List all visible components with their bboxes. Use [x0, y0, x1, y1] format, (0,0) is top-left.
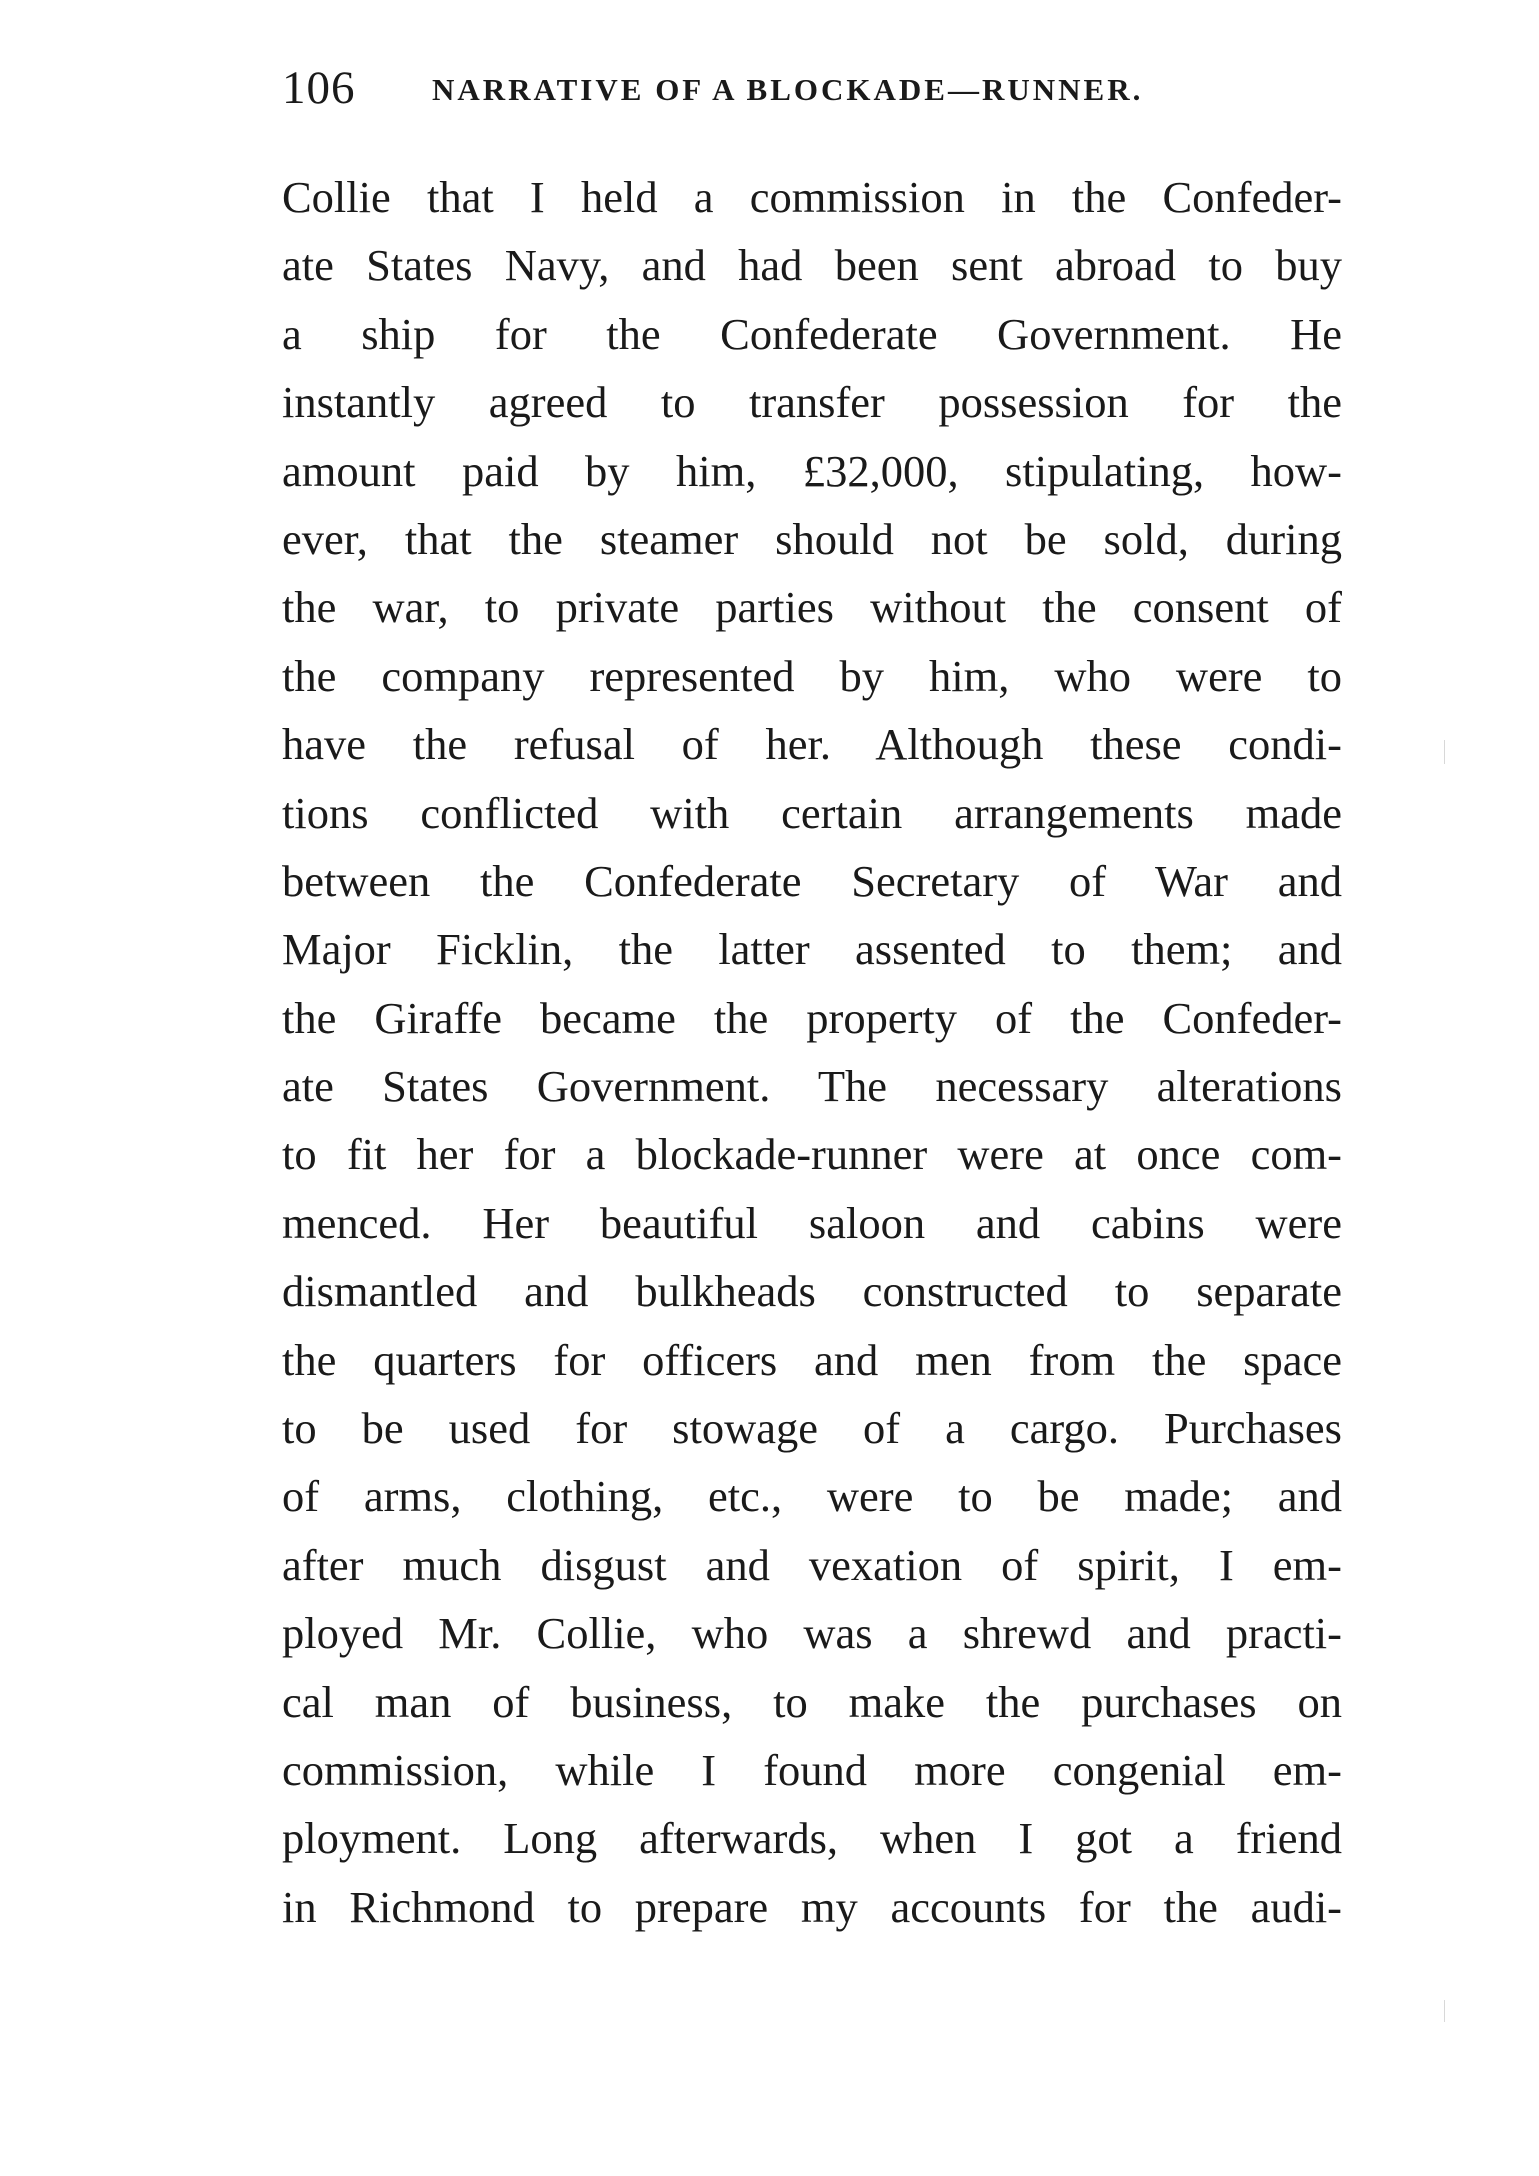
text-line: menced. Her beautiful saloon and cabins were: [282, 1197, 1342, 1248]
text-line: ate States Government. The necessary alterations: [282, 1061, 1342, 1112]
running-title: NARRATIVE OF A BLOCKADE—RUNNER.: [432, 72, 1144, 107]
text-line: the quarters for officers and men from the space: [282, 1334, 1342, 1385]
text-line: a ship for the Confederate Government. He: [282, 308, 1342, 359]
text-line: the company represented by him, who were to: [282, 650, 1342, 701]
text-line: have the refusal of her. Although these condi-: [282, 719, 1342, 770]
text-line: tions conflicted with certain arrangements made: [282, 787, 1342, 838]
text-line: the Giraffe became the property of the Confeder-: [282, 992, 1342, 1043]
text-line: amount paid by him, £32,000, stipulating, how-: [282, 445, 1342, 496]
text-line: Major Ficklin, the latter assented to them; and: [282, 924, 1342, 975]
text-line: commission, while I found more congenial em-: [282, 1744, 1342, 1795]
text-line: cal man of business, to make the purchases on: [282, 1676, 1342, 1727]
text-line: the war, to private parties without the consent of: [282, 582, 1342, 633]
text-line: ployed Mr. Collie, who was a shrewd and practi-: [282, 1608, 1342, 1659]
page-edge-mark: [1444, 740, 1445, 764]
page-number: 106: [282, 62, 356, 114]
page-edge-mark: [1444, 2000, 1445, 2022]
running-head: [282, 58, 1342, 118]
text-line: instantly agreed to transfer possession for the: [282, 377, 1342, 428]
text-line: between the Confederate Secretary of War and: [282, 855, 1342, 906]
text-line: to be used for stowage of a cargo. Purchases: [282, 1403, 1342, 1454]
body-text: [282, 163, 1342, 1941]
text-line: to fit her for a blockade-runner were at once com-: [282, 1129, 1342, 1180]
text-line: Collie that I held a commission in the Confeder-: [282, 172, 1342, 222]
text-line: in Richmond to prepare my accounts for the audi-: [282, 1881, 1342, 1932]
text-line: dismantled and bulkheads constructed to separate: [282, 1266, 1342, 1317]
text-line: of arms, clothing, etc., were to be made; and: [282, 1471, 1342, 1522]
text-line: ever, that the steamer should not be sold, during: [282, 513, 1342, 564]
text-line: after much disgust and vexation of spirit, I em-: [282, 1539, 1342, 1590]
text-line: ployment. Long afterwards, when I got a friend: [282, 1813, 1342, 1864]
text-line: ate States Navy, and had been sent abroad to buy: [282, 240, 1342, 291]
